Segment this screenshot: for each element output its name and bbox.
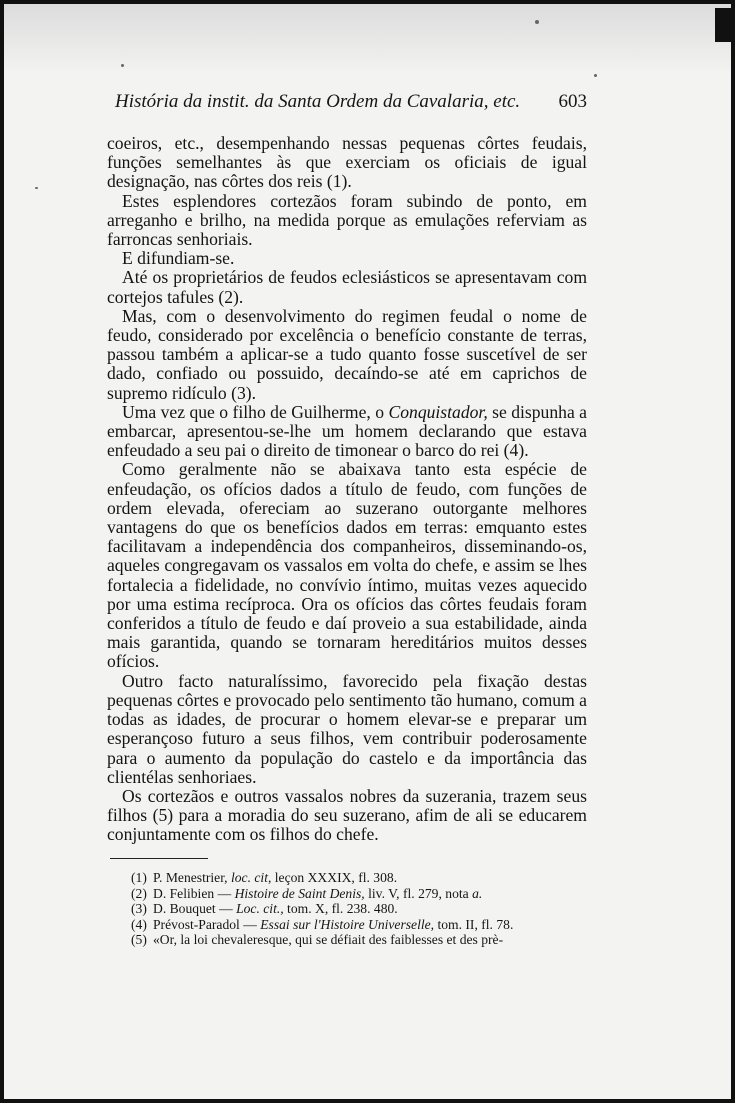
- footnote-text: D. Felibien —: [153, 885, 235, 901]
- emphasized-text: Conquistador,: [388, 401, 488, 422]
- footnote-text: liv. V, fl. 279, nota: [364, 885, 473, 901]
- scan-speck: [35, 187, 38, 189]
- footnote-text: tom. II, fl. 78.: [434, 916, 514, 932]
- footnote-mark: (2): [131, 885, 147, 901]
- scan-shadow: [4, 4, 731, 74]
- footnote-title: Loc. cit.,: [236, 901, 284, 917]
- paragraph: Os cortezãos e outros vassalos nobres da suzerania, trazem seus filhos (5) para a moradia do seu suzerano, afim de ali se educarem conjuntamente com os filhos do chefe.: [107, 785, 587, 845]
- paragraph: Mas, com o desenvolvimento do regimen feudal o nome de feudo, considerado por excelência o benefício constante de terras, passou também a aplicar-se a tudo quanto fosse suscetível de ser dado, confiado ou possuido, decaíndo-se até em caprichos de supremo ridículo (3).: [107, 305, 587, 403]
- paragraph: [107, 403, 587, 461]
- footnote-text: tom. X, fl. 238. 480.: [283, 901, 398, 917]
- footnote: [131, 917, 589, 933]
- paragraph: Como geralmente não se abaixava tanto esta espécie de enfeudação, os ofícios dados a título de feudo, com funções de ordem elevada, ofereciam ao suzerano outorgante melhores vantagens do que os benefícios dados em terras: emquanto estes facilitavam a independência dos companheiros, disseminando-os, aqueles congregavam os vassalos em volta do chefe, e assim se lhes fortalecia a fidelidade, no convívio íntimo, muitas vezes aquecido por uma estima recíproca. Ora os ofícios das côrtes feudais foram conferidos a título de feudo e daí proveio a sua estabilidade, ainda mais garantida, quando se tornaram hereditários muitos desses ofícios.: [107, 459, 587, 672]
- footnote-title: a.: [472, 885, 483, 901]
- paragraph: Até os proprietários de feudos eclesiásticos se apresentavam com cortejos tafules (2).: [107, 267, 587, 307]
- paragraph-text: se dispunha a embarcar, apresentou-se-lhe um homem declarando que estava enfeudado a seu pai o direito de timonear o barco do rei (4).: [107, 401, 587, 461]
- footnote-text: Prévost-Paradol —: [153, 916, 261, 932]
- body-text: [107, 134, 587, 845]
- scan-speck: [121, 64, 124, 67]
- running-header: [115, 90, 587, 114]
- footnotes: [131, 870, 589, 948]
- footnote: [131, 886, 589, 902]
- footnote-mark: (3): [131, 901, 147, 917]
- footnote-text: P. Menestrier,: [153, 870, 231, 885]
- paragraph-text: Uma vez que o filho de Guilherme, o: [122, 401, 389, 422]
- paragraph: coeiros, etc., desempenhando nessas pequenas côrtes feudais, funções semelhantes às que exerciam os oficiais de igual designação, nas côrtes dos reis (1).: [107, 133, 587, 192]
- scan-border-right: [731, 0, 735, 1103]
- paragraph: Estes esplendores cortezãos foram subindo de ponto, em arreganho e brilho, na medida porque as emulações referviam as farroncas senhoriais.: [107, 190, 587, 250]
- footnote-text: , leçon XXXIX, fl. 308.: [267, 870, 398, 885]
- footnote-text: D. Bouquet —: [153, 901, 237, 917]
- footnote: [131, 870, 589, 886]
- footnote-mark: (4): [131, 916, 147, 932]
- footnote-mark: (1): [131, 870, 147, 885]
- running-title: História da instit. da Santa Ordem da Cavalaria, etc.: [115, 91, 521, 112]
- footnote: [131, 901, 589, 917]
- footnote-mark: (5): [131, 932, 147, 948]
- footnote: [131, 932, 589, 948]
- paragraph: Outro facto naturalíssimo, favorecido pela fixação destas pequenas côrtes e provocado pelo sentimento tão humano, comum a todas as idades, de procurar o homem elevar-se e preparar um esperançoso futuro a seus filhos, vem contribuir poderosamente para o aumento da população do castelo e da importância das clientélas senhoriaes.: [107, 670, 587, 787]
- book-page: [4, 4, 731, 1099]
- footnote-title: Histoire de Saint Denis,: [234, 885, 365, 901]
- footnote-title: Essai sur l'Histoire Universelle,: [260, 916, 435, 932]
- page-number: 603: [558, 91, 587, 112]
- footnote-separator: [110, 858, 208, 859]
- scan-speck: [594, 74, 597, 77]
- scan-border-bottom: [0, 1099, 735, 1103]
- footnote-text: «Or, la loi chevaleresque, qui se défiait des faiblesses et des prè-: [153, 932, 504, 948]
- footnote-title: loc. cit: [230, 870, 268, 885]
- scan-corner-mark: [715, 8, 731, 42]
- paragraph: E difundiam-se.: [122, 248, 235, 269]
- scan-speck: [535, 20, 539, 24]
